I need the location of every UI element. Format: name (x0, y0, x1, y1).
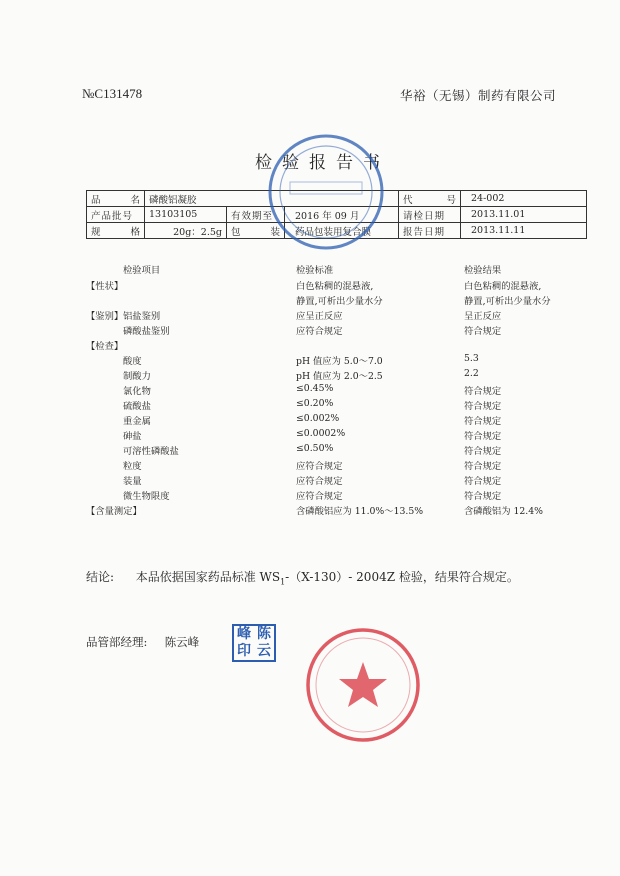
standard-text: pH 值应为 2.0～2.5 (296, 371, 383, 382)
expiry-value: 2016 年 09 月 (285, 207, 399, 223)
standard-text: 应呈正反应 (296, 311, 343, 322)
result-text: 白色粘稠的混悬液, (464, 281, 542, 292)
result-text: 符合规定 (464, 416, 502, 427)
packaging-value: 药品包装用复合膜 (285, 223, 399, 239)
batch-label: 产品批号 (87, 207, 145, 223)
result-text: 符合规定 (464, 476, 502, 487)
result-row (86, 428, 586, 442)
result-row (86, 353, 586, 367)
product-info-table (86, 190, 587, 239)
item-name: 铝盐鉴别 (123, 311, 161, 322)
product-name-label: 品 名 (87, 191, 145, 207)
section-label: 【性状】 (86, 281, 124, 292)
seal-char: 云 (257, 643, 271, 659)
batch-value: 13103105 (145, 207, 227, 223)
report-date-label: 报告日期 (399, 223, 461, 239)
conclusion-text-suffix: -（X-130）- 2004Z 检验，结果符合规定。 (285, 570, 519, 584)
conclusion-subscript: 1 (280, 577, 286, 587)
result-row (86, 458, 586, 472)
section-label: 【鉴别】 (86, 311, 124, 322)
result-text: 符合规定 (464, 491, 502, 502)
item-name: 磷酸盐鉴别 (123, 326, 170, 337)
red-company-stamp (302, 624, 424, 746)
item-name: 重金属 (123, 416, 151, 427)
code-value: 24-002 (461, 191, 587, 207)
product-name-value: 磷酸铝凝胶 (145, 191, 399, 207)
manager-line (86, 634, 199, 650)
result-text: 符合规定 (464, 386, 502, 397)
standard-text: 静置,可析出少量水分 (296, 296, 383, 307)
result-row (86, 488, 586, 502)
header-standard: 检验标准 (296, 265, 334, 276)
star-icon (339, 662, 387, 707)
result-text: 5.3 (464, 353, 479, 364)
result-row (86, 503, 586, 517)
request-date-label: 请检日期 (399, 207, 461, 223)
company-name: 华裕（无锡）制药有限公司 (400, 88, 557, 103)
item-name: 可溶性磷酸盐 (123, 446, 179, 457)
result-text: 符合规定 (464, 446, 502, 457)
result-row (86, 278, 586, 292)
item-name: 酸度 (123, 356, 142, 367)
result-text: 含磷酸铝为 12.4% (464, 506, 543, 517)
spec-label: 规 格 (87, 223, 145, 239)
result-text: 符合规定 (464, 431, 502, 442)
seal-char: 印 (237, 643, 251, 659)
result-row (86, 368, 586, 382)
result-row (86, 308, 586, 322)
spec-value: 20g：2.5g (145, 223, 227, 239)
results-header-row (86, 262, 586, 276)
result-row (86, 383, 586, 397)
standard-text: pH 值应为 5.0～7.0 (296, 356, 383, 367)
request-date-value: 2013.11.01 (461, 207, 587, 223)
section-label: 【检查】 (86, 341, 124, 352)
item-name: 制酸力 (123, 371, 151, 382)
result-text: 符合规定 (464, 326, 502, 337)
result-row (86, 413, 586, 427)
item-name: 砷盐 (123, 431, 142, 442)
result-text: 符合规定 (464, 401, 502, 412)
result-text: 2.2 (464, 368, 479, 379)
manager-name: 陈云峰 (164, 635, 200, 649)
section-label: 【含量测定】 (86, 506, 142, 517)
result-row (86, 323, 586, 337)
standard-text: 白色粘稠的混悬液, (296, 281, 374, 292)
header-item: 检验项目 (123, 265, 161, 276)
result-row (86, 443, 586, 457)
conclusion-text-prefix: 本品依据国家药品标准 WS (135, 570, 281, 584)
result-row (86, 473, 586, 487)
standard-text: ≤0.45% (296, 383, 334, 394)
standard-text: 应符合规定 (296, 476, 343, 487)
seal-char: 陈 (257, 626, 271, 642)
standard-text: ≤0.20% (296, 398, 334, 409)
signature-seal (232, 624, 276, 662)
standard-text: 应符合规定 (296, 461, 343, 472)
item-name: 粒度 (123, 461, 142, 472)
packaging-label: 包 装 (227, 223, 285, 239)
code-label: 代 号 (399, 191, 461, 207)
result-text: 符合规定 (464, 461, 502, 472)
item-name: 装量 (123, 476, 142, 487)
expiry-label: 有效期至 (227, 207, 285, 223)
standard-text: ≤0.50% (296, 443, 334, 454)
standard-text: 应符合规定 (296, 326, 343, 337)
result-row (86, 338, 586, 352)
conclusion-label: 结论: (86, 570, 115, 584)
result-text: 静置,可析出少量水分 (464, 296, 551, 307)
item-name: 微生物限度 (123, 491, 170, 502)
report-date-value: 2013.11.11 (461, 223, 587, 239)
result-row (86, 398, 586, 412)
standard-text: ≤0.002% (296, 413, 340, 424)
item-name: 硫酸盐 (123, 401, 151, 412)
result-text: 呈正反应 (464, 311, 502, 322)
standard-text: 含磷酸铝应为 11.0%～13.5% (296, 506, 424, 517)
document-title: 检验报告书 (255, 153, 390, 173)
seal-char: 峰 (237, 626, 251, 642)
result-row (86, 293, 586, 307)
item-name: 氯化物 (123, 386, 151, 397)
document-number: №C131478 (82, 86, 143, 101)
header-result: 检验结果 (464, 265, 502, 276)
standard-text: ≤0.0002% (296, 428, 346, 439)
conclusion (86, 568, 519, 586)
manager-label: 品管部经理: (86, 635, 148, 649)
standard-text: 应符合规定 (296, 491, 343, 502)
